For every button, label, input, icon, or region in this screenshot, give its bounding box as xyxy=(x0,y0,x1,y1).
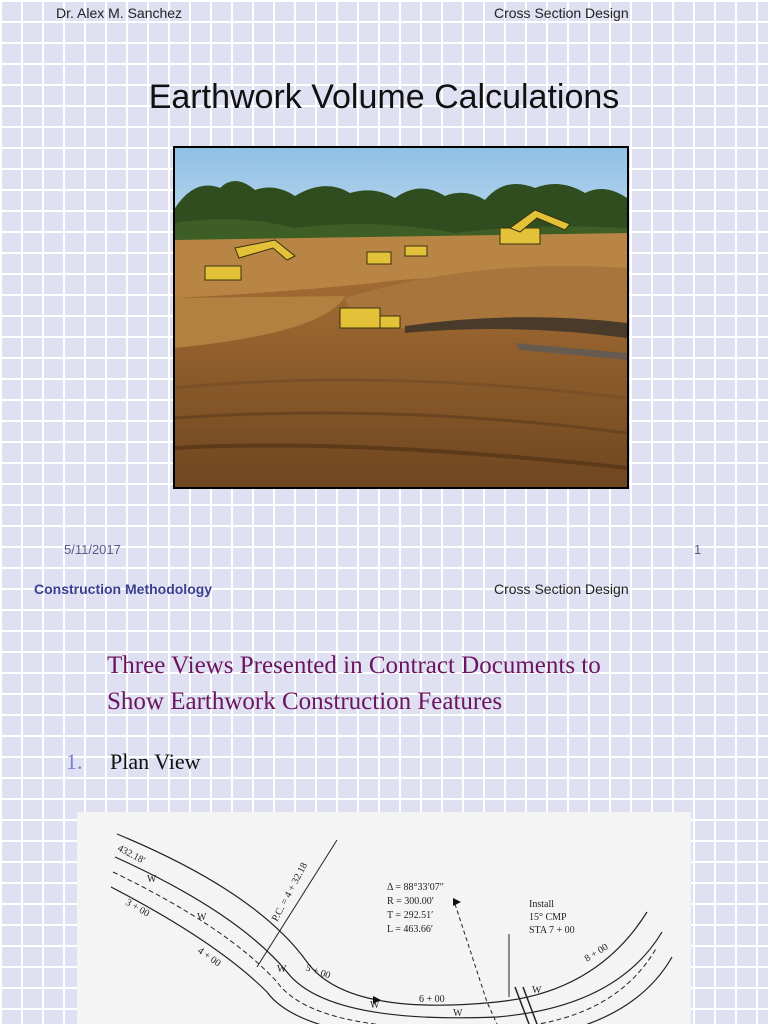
list-item-plan-view: Plan View xyxy=(110,749,201,774)
station-5: 5 + 00 xyxy=(303,962,332,982)
w-marker: W xyxy=(277,964,287,975)
curve-leader xyxy=(455,904,497,1024)
install-label: Install xyxy=(529,899,554,910)
install-station-label: STA 7 + 00 xyxy=(529,925,575,936)
slide2-title-line1: Three Views Presented in Contract Documents to xyxy=(107,652,601,679)
install-pipe-label: 15° CMP xyxy=(529,912,567,923)
w-marker: W xyxy=(147,874,157,885)
slide1-title: Earthwork Volume Calculations xyxy=(148,78,620,116)
pc-label: P.C. = 4 + 32.18 xyxy=(269,860,311,924)
station-4: 4 + 00 xyxy=(195,945,223,970)
station-6: 6 + 00 xyxy=(419,994,445,1005)
curve-data-tangent: T = 292.51′ xyxy=(387,910,434,921)
curve-data-delta: Δ = 88°33′07″ xyxy=(387,882,444,893)
station-3: 3 + 00 xyxy=(123,897,152,920)
plan-view-drawing xyxy=(77,812,691,1024)
slide1-header-author: Dr. Alex M. Sanchez xyxy=(56,5,183,21)
pc-line xyxy=(257,840,337,967)
dimension-label: 432.18′ xyxy=(115,842,147,867)
culvert-line-a xyxy=(515,987,529,1024)
road-centerline xyxy=(113,872,507,1024)
flag-marker-icon xyxy=(453,898,461,906)
earthwork-photo xyxy=(173,146,629,489)
slide2-title-line2: Show Earthwork Construction Features xyxy=(107,688,503,715)
station-8: 8 + 00 xyxy=(582,941,611,965)
curve-data-length: L = 463.66′ xyxy=(387,924,434,935)
w-marker: W xyxy=(453,1008,463,1019)
w-marker: W xyxy=(197,912,207,923)
w-marker: W xyxy=(370,1000,380,1011)
slide1-page-number: 1 xyxy=(694,542,702,557)
list-item-number: 1. xyxy=(66,749,83,774)
slide2-header-section: Construction Methodology xyxy=(34,581,213,597)
slide1-footer-date: 5/11/2017 xyxy=(64,542,121,557)
slide1-header-topic: Cross Section Design xyxy=(494,5,629,21)
curve-data-radius: R = 300.00′ xyxy=(387,896,434,907)
w-marker: W xyxy=(532,985,542,996)
slide2-header-topic: Cross Section Design xyxy=(494,581,629,597)
plan-view-svg xyxy=(77,812,691,1024)
slide2-title xyxy=(107,648,727,720)
earthwork-photo-illustration xyxy=(175,148,627,487)
